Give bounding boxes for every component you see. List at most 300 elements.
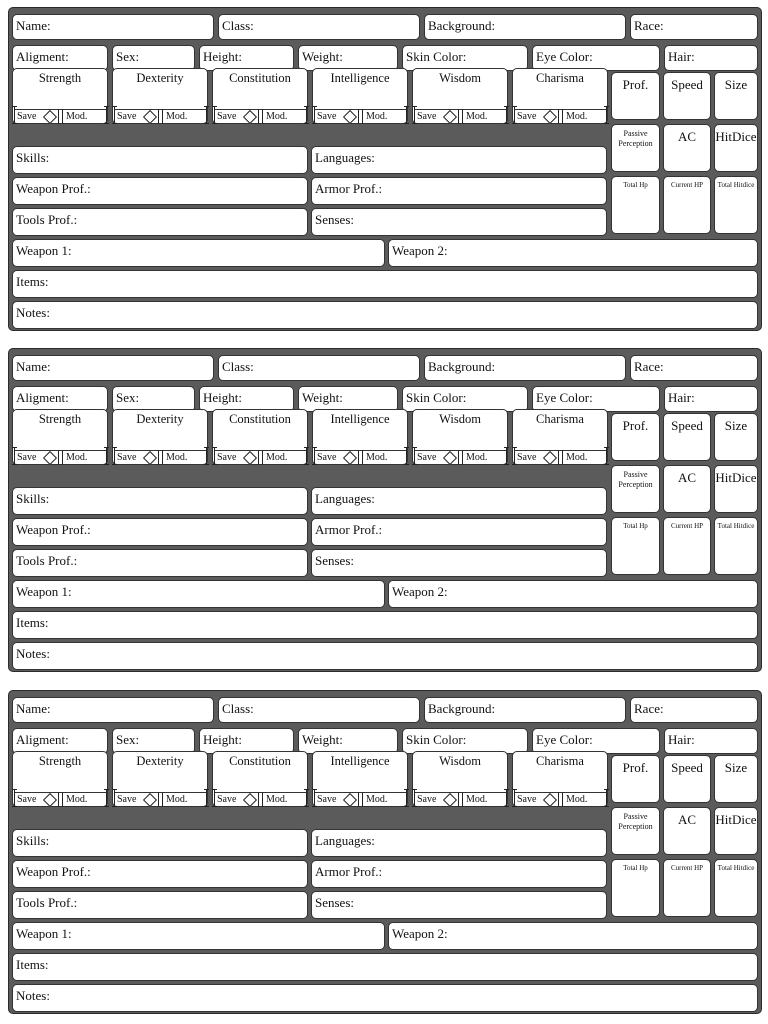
languages-label: Languages: <box>315 491 375 506</box>
save-label: Save <box>417 794 437 805</box>
total-hitdice-box[interactable] <box>714 176 758 234</box>
tools-prof-label: Tools Prof.: <box>16 553 78 568</box>
save-label: Save <box>417 452 437 463</box>
background-label: Background: <box>428 701 496 716</box>
languages-field[interactable] <box>311 146 607 174</box>
stat-constitution-box[interactable] <box>212 751 308 807</box>
speed-label: Speed <box>671 77 703 92</box>
stat-charisma-box[interactable] <box>512 751 608 807</box>
divider-icon <box>558 792 563 807</box>
current-hp-label: Current HP <box>670 181 704 189</box>
hair-field[interactable] <box>664 728 758 754</box>
size-box[interactable] <box>714 755 758 803</box>
bracket-left-icon <box>414 447 415 465</box>
passive-perception-label: Passive Perception <box>618 470 653 489</box>
alignment-label: Aligment: <box>16 732 69 747</box>
size-label: Size <box>724 77 748 92</box>
weapon2-field[interactable] <box>388 922 758 950</box>
bracket-left-icon <box>514 789 515 807</box>
ac-label: AC <box>677 812 697 827</box>
divider-icon <box>558 109 563 124</box>
current-hp-label: Current HP <box>670 522 704 530</box>
stat-wisdom-box[interactable] <box>412 68 508 124</box>
total-hitdice-label: Total Hitdice <box>717 522 755 530</box>
bracket-left-icon <box>214 789 215 807</box>
weapon-prof-field[interactable] <box>12 518 308 546</box>
ac-label: AC <box>677 470 697 485</box>
divider-icon <box>458 109 463 124</box>
hit-dice-label: HitDice <box>715 129 757 144</box>
skills-label: Skills: <box>16 150 50 165</box>
weapon1-label: Weapon 1: <box>16 243 72 258</box>
height-label: Height: <box>203 49 242 64</box>
speed-box[interactable] <box>663 413 711 461</box>
bracket-right-icon <box>206 789 207 807</box>
speed-box[interactable] <box>663 755 711 803</box>
save-proficiency-diamond[interactable] <box>343 793 357 807</box>
save-proficiency-diamond[interactable] <box>43 451 57 465</box>
stat-name: Wisdom <box>439 71 481 85</box>
size-label: Size <box>724 760 748 775</box>
race-field[interactable] <box>630 355 758 381</box>
bracket-right-icon <box>506 447 507 465</box>
divider-icon <box>58 792 63 807</box>
languages-label: Languages: <box>315 150 375 165</box>
divider-icon <box>558 450 563 465</box>
save-label: Save <box>217 111 237 122</box>
languages-field[interactable] <box>311 487 607 515</box>
mod-label: Mod. <box>566 452 588 463</box>
save-proficiency-diamond[interactable] <box>143 451 157 465</box>
save-label: Save <box>117 794 137 805</box>
save-mod-row <box>414 792 506 807</box>
bracket-left-icon <box>14 789 15 807</box>
stat-strength-box[interactable] <box>12 409 108 465</box>
hit-dice-label: HitDice <box>715 812 757 827</box>
save-label: Save <box>217 452 237 463</box>
alignment-label: Aligment: <box>16 390 69 405</box>
weight-label: Weight: <box>302 49 343 64</box>
mod-label: Mod. <box>166 111 188 122</box>
weapon-prof-field[interactable] <box>12 177 308 205</box>
hair-field[interactable] <box>664 45 758 71</box>
total-hp-box[interactable] <box>611 859 660 917</box>
race-label: Race: <box>634 701 664 716</box>
bracket-right-icon <box>306 447 307 465</box>
bracket-right-icon <box>606 447 607 465</box>
total-hp-box[interactable] <box>611 517 660 575</box>
weapon2-field[interactable] <box>388 239 758 267</box>
ac-box[interactable] <box>663 124 711 172</box>
height-label: Height: <box>203 732 242 747</box>
bracket-right-icon <box>306 789 307 807</box>
notes-field[interactable] <box>12 642 758 670</box>
skin-color-label: Skin Color: <box>406 732 467 747</box>
save-mod-row <box>114 450 206 465</box>
stat-name: Dexterity <box>136 754 184 768</box>
ac-box[interactable] <box>663 807 711 855</box>
bracket-right-icon <box>506 106 507 124</box>
weapon1-field[interactable] <box>12 239 385 267</box>
languages-field[interactable] <box>311 829 607 857</box>
mod-label: Mod. <box>566 794 588 805</box>
save-label: Save <box>217 794 237 805</box>
current-hp-box[interactable] <box>663 859 711 917</box>
bracket-right-icon <box>606 106 607 124</box>
armor-prof-label: Armor Prof.: <box>315 864 383 879</box>
divider-icon <box>458 450 463 465</box>
save-mod-row <box>114 109 206 124</box>
save-label: Save <box>317 111 337 122</box>
race-label: Race: <box>634 359 664 374</box>
weapon1-label: Weapon 1: <box>16 926 72 941</box>
stat-name: Dexterity <box>136 412 184 426</box>
character-sheet-3 <box>8 690 762 1014</box>
weapon-prof-field[interactable] <box>12 860 308 888</box>
name-label: Name: <box>16 701 51 716</box>
class-field[interactable] <box>218 697 420 723</box>
stat-strength-box[interactable] <box>12 68 108 124</box>
stat-constitution-box[interactable] <box>212 409 308 465</box>
bracket-left-icon <box>14 106 15 124</box>
bracket-left-icon <box>414 789 415 807</box>
notes-label: Notes: <box>16 646 50 661</box>
total-hp-label: Total Hp <box>623 522 648 530</box>
mod-label: Mod. <box>566 111 588 122</box>
stat-constitution-box[interactable] <box>212 68 308 124</box>
current-hp-box[interactable] <box>663 517 711 575</box>
weight-label: Weight: <box>302 390 343 405</box>
senses-field[interactable] <box>311 891 607 919</box>
save-proficiency-diamond[interactable] <box>543 793 557 807</box>
size-box[interactable] <box>714 72 758 120</box>
background-field[interactable] <box>424 14 626 40</box>
save-proficiency-diamond[interactable] <box>443 451 457 465</box>
total-hp-label: Total Hp <box>623 181 648 189</box>
bracket-left-icon <box>214 447 215 465</box>
stat-name: Dexterity <box>136 71 184 85</box>
save-proficiency-diamond[interactable] <box>43 793 57 807</box>
divider-icon <box>258 450 263 465</box>
save-label: Save <box>517 111 537 122</box>
weapon2-field[interactable] <box>388 580 758 608</box>
tools-prof-label: Tools Prof.: <box>16 212 78 227</box>
sex-label: Sex: <box>116 49 140 64</box>
passive-perception-box[interactable] <box>611 124 660 172</box>
tools-prof-field[interactable] <box>12 891 308 919</box>
class-label: Class: <box>222 18 254 33</box>
skills-label: Skills: <box>16 833 50 848</box>
save-proficiency-diamond[interactable] <box>143 110 157 124</box>
class-field[interactable] <box>218 14 420 40</box>
speed-box[interactable] <box>663 72 711 120</box>
save-proficiency-diamond[interactable] <box>443 110 457 124</box>
background-field[interactable] <box>424 355 626 381</box>
stat-name: Charisma <box>536 754 584 768</box>
stat-strength-box[interactable] <box>12 751 108 807</box>
stat-intelligence-box[interactable] <box>312 751 408 807</box>
senses-label: Senses: <box>315 553 354 568</box>
hair-label: Hair: <box>668 390 695 405</box>
skills-field[interactable] <box>12 487 308 515</box>
save-mod-row <box>214 109 306 124</box>
notes-field[interactable] <box>12 984 758 1012</box>
armor-prof-field[interactable] <box>311 860 607 888</box>
items-field[interactable] <box>12 270 758 298</box>
passive-perception-label: Passive Perception <box>618 129 653 148</box>
bracket-left-icon <box>414 106 415 124</box>
items-label: Items: <box>16 274 49 289</box>
bracket-right-icon <box>406 447 407 465</box>
stat-name: Wisdom <box>439 754 481 768</box>
save-label: Save <box>117 111 137 122</box>
bracket-right-icon <box>206 106 207 124</box>
size-label: Size <box>724 418 748 433</box>
weapon1-field[interactable] <box>12 580 385 608</box>
save-proficiency-diamond[interactable] <box>243 110 257 124</box>
bracket-right-icon <box>106 106 107 124</box>
weapon1-field[interactable] <box>12 922 385 950</box>
stat-dexterity-box[interactable] <box>112 68 208 124</box>
bracket-right-icon <box>106 447 107 465</box>
save-label: Save <box>17 794 37 805</box>
mod-label: Mod. <box>266 794 288 805</box>
stat-name: Charisma <box>536 71 584 85</box>
alignment-label: Aligment: <box>16 49 69 64</box>
save-proficiency-diamond[interactable] <box>443 793 457 807</box>
mod-label: Mod. <box>66 452 88 463</box>
passive-perception-label: Passive Perception <box>618 812 653 831</box>
notes-field[interactable] <box>12 301 758 329</box>
mod-label: Mod. <box>266 111 288 122</box>
bracket-right-icon <box>306 106 307 124</box>
current-hp-box[interactable] <box>663 176 711 234</box>
total-hp-box[interactable] <box>611 176 660 234</box>
bracket-left-icon <box>314 789 315 807</box>
bracket-left-icon <box>514 106 515 124</box>
hit-dice-box[interactable] <box>714 124 758 172</box>
ac-label: AC <box>677 129 697 144</box>
stat-dexterity-box[interactable] <box>112 751 208 807</box>
bracket-right-icon <box>406 789 407 807</box>
armor-prof-field[interactable] <box>311 518 607 546</box>
race-field[interactable] <box>630 14 758 40</box>
save-mod-row <box>414 109 506 124</box>
mod-label: Mod. <box>366 452 388 463</box>
tools-prof-field[interactable] <box>12 549 308 577</box>
stat-wisdom-box[interactable] <box>412 751 508 807</box>
prof-label: Prof. <box>622 760 649 775</box>
stat-name: Intelligence <box>330 754 390 768</box>
name-field[interactable] <box>12 697 214 723</box>
skills-label: Skills: <box>16 491 50 506</box>
divider-icon <box>258 109 263 124</box>
stat-name: Constitution <box>229 71 291 85</box>
weapon1-label: Weapon 1: <box>16 584 72 599</box>
stat-name: Strength <box>38 754 82 768</box>
eye-color-label: Eye Color: <box>536 49 593 64</box>
ac-box[interactable] <box>663 465 711 513</box>
stat-wisdom-box[interactable] <box>412 409 508 465</box>
armor-prof-label: Armor Prof.: <box>315 522 383 537</box>
save-mod-row <box>514 450 606 465</box>
mod-label: Mod. <box>166 794 188 805</box>
divider-icon <box>358 792 363 807</box>
save-mod-row <box>214 450 306 465</box>
height-label: Height: <box>203 390 242 405</box>
background-label: Background: <box>428 18 496 33</box>
prof-box[interactable] <box>611 755 660 803</box>
mod-label: Mod. <box>366 111 388 122</box>
skin-color-label: Skin Color: <box>406 49 467 64</box>
notes-label: Notes: <box>16 305 50 320</box>
eye-color-label: Eye Color: <box>536 732 593 747</box>
save-mod-row <box>14 792 106 807</box>
skills-field[interactable] <box>12 146 308 174</box>
divider-icon <box>158 792 163 807</box>
items-field[interactable] <box>12 611 758 639</box>
name-field[interactable] <box>12 14 214 40</box>
bracket-left-icon <box>14 447 15 465</box>
save-proficiency-diamond[interactable] <box>543 110 557 124</box>
stat-intelligence-box[interactable] <box>312 409 408 465</box>
divider-icon <box>58 450 63 465</box>
name-field[interactable] <box>12 355 214 381</box>
total-hp-label: Total Hp <box>623 864 648 872</box>
save-label: Save <box>517 794 537 805</box>
senses-label: Senses: <box>315 895 354 910</box>
save-mod-row <box>14 109 106 124</box>
stat-charisma-box[interactable] <box>512 68 608 124</box>
weapon2-label: Weapon 2: <box>392 243 448 258</box>
bracket-right-icon <box>506 789 507 807</box>
armor-prof-field[interactable] <box>311 177 607 205</box>
mod-label: Mod. <box>66 794 88 805</box>
total-hitdice-box[interactable] <box>714 517 758 575</box>
total-hitdice-label: Total Hitdice <box>717 181 755 189</box>
bracket-left-icon <box>314 447 315 465</box>
save-mod-row <box>514 792 606 807</box>
character-sheet-2 <box>8 348 762 672</box>
save-label: Save <box>117 452 137 463</box>
stat-charisma-box[interactable] <box>512 409 608 465</box>
hair-label: Hair: <box>668 732 695 747</box>
mod-label: Mod. <box>66 111 88 122</box>
tools-prof-field[interactable] <box>12 208 308 236</box>
stat-name: Charisma <box>536 412 584 426</box>
save-proficiency-diamond[interactable] <box>243 451 257 465</box>
weapon2-label: Weapon 2: <box>392 584 448 599</box>
save-label: Save <box>417 111 437 122</box>
stat-dexterity-box[interactable] <box>112 409 208 465</box>
background-field[interactable] <box>424 697 626 723</box>
weight-label: Weight: <box>302 732 343 747</box>
save-proficiency-diamond[interactable] <box>143 793 157 807</box>
save-label: Save <box>17 452 37 463</box>
prof-label: Prof. <box>622 77 649 92</box>
prof-box[interactable] <box>611 72 660 120</box>
mod-label: Mod. <box>466 794 488 805</box>
total-hitdice-box[interactable] <box>714 859 758 917</box>
notes-label: Notes: <box>16 988 50 1003</box>
name-label: Name: <box>16 18 51 33</box>
size-box[interactable] <box>714 413 758 461</box>
stat-name: Strength <box>38 412 82 426</box>
character-sheet-1 <box>8 7 762 331</box>
class-label: Class: <box>222 701 254 716</box>
mod-label: Mod. <box>466 111 488 122</box>
prof-box[interactable] <box>611 413 660 461</box>
bracket-left-icon <box>314 106 315 124</box>
class-field[interactable] <box>218 355 420 381</box>
save-label: Save <box>17 111 37 122</box>
stat-name: Wisdom <box>439 412 481 426</box>
passive-perception-box[interactable] <box>611 465 660 513</box>
save-proficiency-diamond[interactable] <box>343 110 357 124</box>
mod-label: Mod. <box>266 452 288 463</box>
divider-icon <box>358 109 363 124</box>
save-mod-row <box>14 450 106 465</box>
hair-field[interactable] <box>664 386 758 412</box>
hit-dice-label: HitDice <box>715 470 757 485</box>
save-mod-row <box>114 792 206 807</box>
languages-label: Languages: <box>315 833 375 848</box>
items-label: Items: <box>16 615 49 630</box>
save-mod-row <box>314 792 406 807</box>
save-proficiency-diamond[interactable] <box>343 451 357 465</box>
weapon-prof-label: Weapon Prof.: <box>16 181 91 196</box>
save-proficiency-diamond[interactable] <box>543 451 557 465</box>
total-hitdice-label: Total Hitdice <box>717 864 755 872</box>
save-label: Save <box>317 794 337 805</box>
background-label: Background: <box>428 359 496 374</box>
hit-dice-box[interactable] <box>714 465 758 513</box>
mod-label: Mod. <box>166 452 188 463</box>
save-proficiency-diamond[interactable] <box>243 793 257 807</box>
race-label: Race: <box>634 18 664 33</box>
bracket-right-icon <box>206 447 207 465</box>
bracket-left-icon <box>114 106 115 124</box>
items-label: Items: <box>16 957 49 972</box>
bracket-right-icon <box>406 106 407 124</box>
items-field[interactable] <box>12 953 758 981</box>
divider-icon <box>158 450 163 465</box>
weapon-prof-label: Weapon Prof.: <box>16 864 91 879</box>
bracket-left-icon <box>214 106 215 124</box>
passive-perception-box[interactable] <box>611 807 660 855</box>
sex-label: Sex: <box>116 390 140 405</box>
save-label: Save <box>517 452 537 463</box>
divider-icon <box>258 792 263 807</box>
senses-field[interactable] <box>311 549 607 577</box>
divider-icon <box>158 109 163 124</box>
hair-label: Hair: <box>668 49 695 64</box>
divider-icon <box>458 792 463 807</box>
bracket-left-icon <box>114 789 115 807</box>
save-proficiency-diamond[interactable] <box>43 110 57 124</box>
hit-dice-box[interactable] <box>714 807 758 855</box>
stat-name: Strength <box>38 71 82 85</box>
save-mod-row <box>314 109 406 124</box>
tools-prof-label: Tools Prof.: <box>16 895 78 910</box>
race-field[interactable] <box>630 697 758 723</box>
bracket-left-icon <box>114 447 115 465</box>
senses-field[interactable] <box>311 208 607 236</box>
skills-field[interactable] <box>12 829 308 857</box>
skin-color-label: Skin Color: <box>406 390 467 405</box>
sex-label: Sex: <box>116 732 140 747</box>
stat-intelligence-box[interactable] <box>312 68 408 124</box>
